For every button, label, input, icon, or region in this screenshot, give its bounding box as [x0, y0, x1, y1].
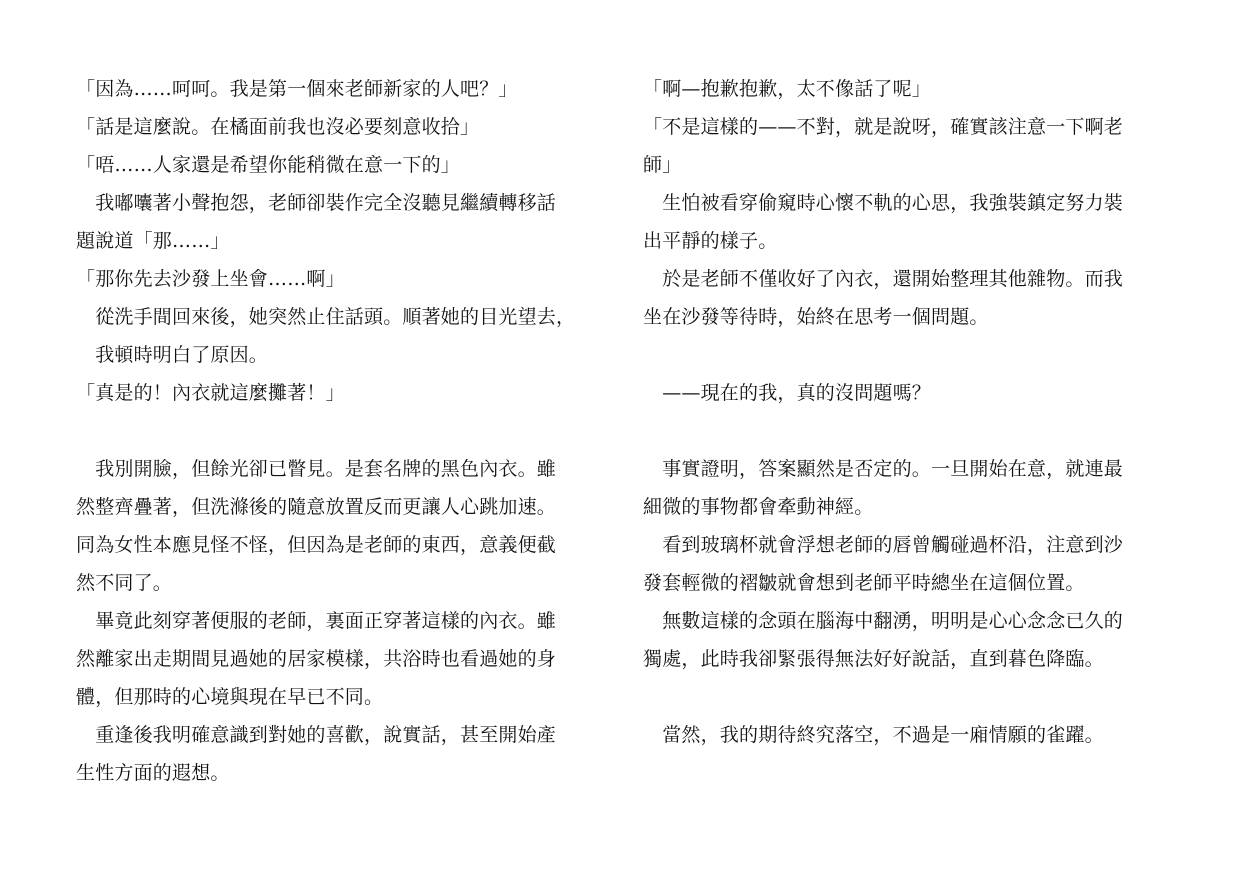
text-line: 事實證明，答案顯然是否定的。一旦開始在意，就連最 [643, 458, 1124, 480]
text-line: 重逢後我明確意識到對她的喜歡，說實話，甚至開始產 [76, 724, 557, 746]
text-line: 「因為……呵呵。我是第一個來老師新家的人吧？」 [76, 78, 518, 100]
text-line: 無數這樣的念頭在腦海中翻湧，明明是心心念念已久的 [643, 610, 1124, 632]
text-line: 然離家出走期間見過她的居家模樣，共浴時也看過她的身 [76, 648, 557, 670]
text-line: 從洗手間回來後，她突然止住話頭。順著她的目光望去， [76, 306, 576, 328]
text-line: 然整齊疊著，但洗滌後的隨意放置反而更讓人心跳加速。 [76, 496, 557, 518]
text-line: 「話是這麼說。在橘面前我也沒必要刻意收拾」 [76, 116, 480, 138]
text-line: 「真是的！內衣就這麼攤著！」 [76, 382, 345, 404]
blank-line [643, 336, 1171, 374]
text-line: 發套輕微的褶皺就會想到老師平時總坐在這個位置。 [643, 572, 1085, 594]
text-line: 獨處，此時我卻緊張得無法好好說話，直到暮色降臨。 [643, 648, 1104, 670]
blank-line [643, 412, 1171, 450]
text-line: 「啊—抱歉抱歉，太不像話了呢」 [643, 78, 932, 100]
left-page-text [76, 70, 604, 792]
text-line: 「那你先去沙發上坐會……啊」 [76, 268, 345, 290]
text-line: 同為女性本應見怪不怪，但因為是老師的東西，意義便截 [76, 534, 557, 556]
text-line: 我嘟囔著小聲抱怨，老師卻裝作完全沒聽見繼續轉移話 [76, 192, 557, 214]
text-line: 出平靜的樣子。 [643, 230, 778, 252]
blank-line [76, 412, 604, 450]
blank-line [643, 678, 1171, 716]
text-line: 我頓時明白了原因。 [76, 344, 269, 366]
text-line: 畢竟此刻穿著便服的老師，裏面正穿著這樣的內衣。雖 [76, 610, 557, 632]
text-line: ——現在的我，真的沒問題嗎？ [643, 382, 932, 404]
text-line: 生性方面的遐想。 [76, 762, 230, 784]
right-page-text [643, 70, 1171, 754]
text-line: 「唔……人家還是希望你能稍微在意一下的」 [76, 154, 461, 176]
text-line: 細微的事物都會牽動神經。 [643, 496, 874, 518]
text-line: 我別開臉，但餘光卻已瞥見。是套名牌的黑色內衣。雖 [76, 458, 557, 480]
text-line: 當然，我的期待終究落空，不過是一廂情願的雀躍。 [643, 724, 1104, 746]
text-line: 坐在沙發等待時，始終在思考一個問題。 [643, 306, 989, 328]
text-line: 看到玻璃杯就會浮想老師的唇曾觸碰過杯沿，注意到沙 [643, 534, 1124, 556]
text-line: 「不是這樣的——不對，就是說呀，確實該注意一下啊老 [643, 116, 1124, 138]
text-line: 師」 [643, 154, 682, 176]
text-line: 生怕被看穿偷窺時心懷不軌的心思，我強裝鎮定努力裝 [643, 192, 1124, 214]
text-line: 然不同了。 [76, 572, 173, 594]
text-line: 題說道「那……」 [76, 230, 230, 252]
text-line: 於是老師不僅收好了內衣，還開始整理其他雜物。而我 [643, 268, 1124, 290]
text-line: 體，但那時的心境與現在早已不同。 [76, 686, 384, 708]
